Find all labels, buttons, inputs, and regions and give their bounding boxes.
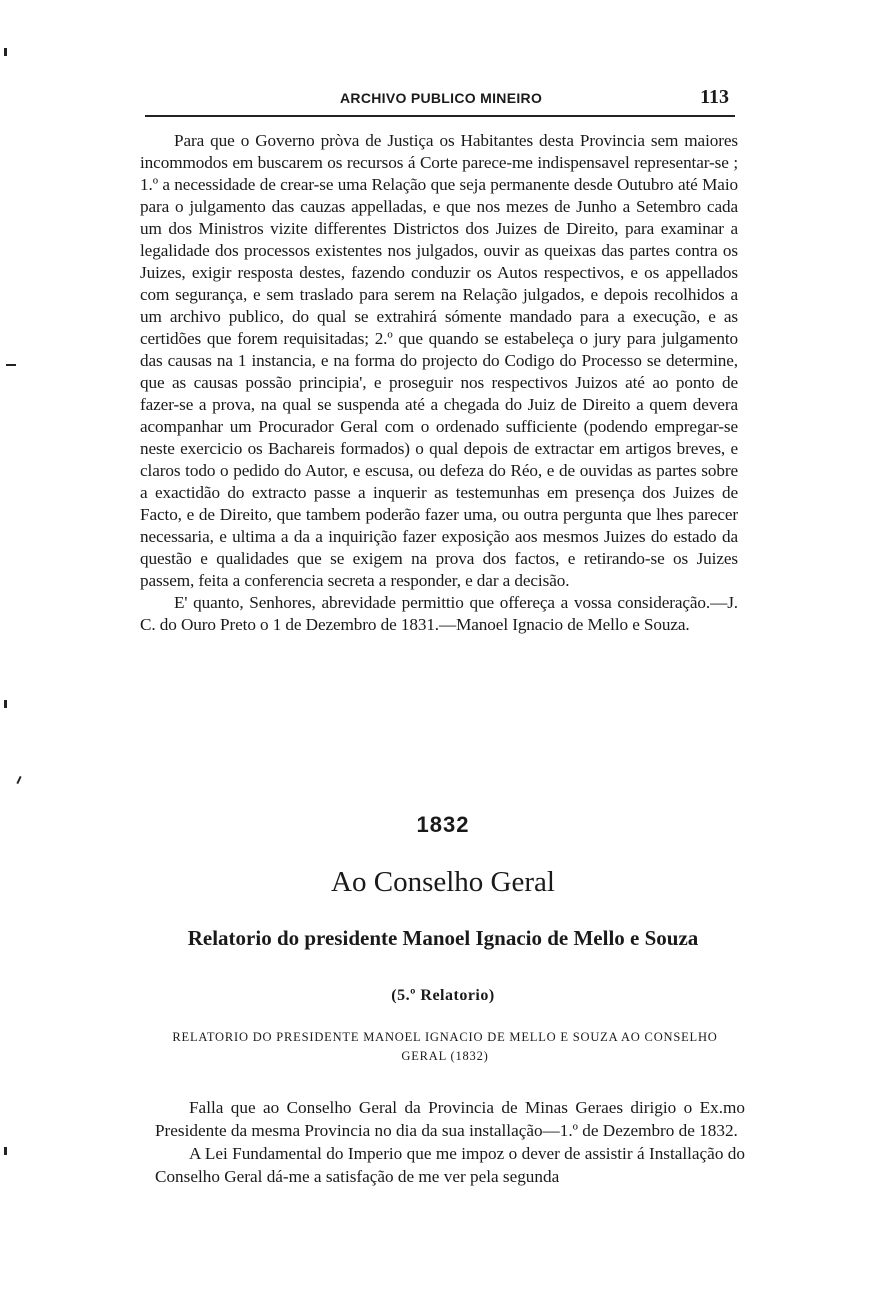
report-number: (5.º Relatorio) xyxy=(391,987,495,1004)
paragraph: Falla que ao Conselho Geral da Provincia de Minas Geraes dirigio o Ex.mo Presidente da mesma Provincia no dia da sua installação—1.º de Dezembro de 1832. xyxy=(155,1098,745,1140)
page-header xyxy=(145,88,735,112)
section-year: 1832 xyxy=(416,812,470,837)
body-text xyxy=(140,130,738,636)
paragraph: E' quanto, Senhores, abrevidade permittio que offereça a vossa consideração.—J. C. do Ouro Preto o 1 de Dezembro de 1831.—Manoel Ignacio de Mello e Souza. xyxy=(140,593,738,634)
paragraph: Para que o Governo pròva de Justiça os Habitantes desta Provincia sem maiores incommodos em buscarem os recursos á Corte parece-me indispensavel representar-se ; 1.º a necessidade de crear-se uma Relação que seja permanente desde Outubro até Maio para o julgamento das cauzas appelladas, e que nos mezes de Junho a Setembro cada um dos Ministros vizite differentes Districtos dos Juizes de Direito, para examinar a legalidade dos processos existentes nos julgados, ouvir as queixas das partes contra os Juizes, exigir resposta destes, fazendo conduzir os Autos respectivos, e os appellados com segurança, e sem traslado para serem na Relação julgados, e depois recolhidos a um archivo publico, do qual se extrahirá sómente mandado para a execução, e as certidões que forem requisitadas; 2.º que quando se estabeleça o jury para julgamento das causas na 1 instancia, e na forma do projecto do Codigo do Processo se determine, que as causas possão principia', e proseguir nos respectivos Juizos até ao ponto de fazer-se a prova, na qual se suspenda até a chegada do Juiz de Direito a quem devera acompanhar um Procurador Geral com o ordenado sufficiente (podendo empregar-se neste exercicio os Bachareis formados) o qual depois de extractar em artigos breves, e claros todo o pedido do Autor, e escusa, ou defeza do Réo, e de ouvidas as partes sobre a exactidão do extracto passe a inquerir as testemunhas em presença dos Juizes de Facto, e de Direito, que tambem poderão fazer uma, ou outra pergunta que lhes parecer necessaria, e ultima a da a inquirição fazer exposição aos mesmos Juizes do estado da questão e qualidades que se exigem na prova dos factos, e retirando-se os Juizes passem, feita a conferencia secreta a responder, e dar a decisão. xyxy=(140,131,738,590)
margin-mark xyxy=(4,48,7,56)
margin-mark xyxy=(4,1147,7,1155)
margin-mark xyxy=(6,364,16,366)
body-text-2 xyxy=(155,1096,745,1188)
section-title: Ao Conselho Geral xyxy=(331,866,555,898)
header-rule xyxy=(145,115,735,117)
paragraph: A Lei Fundamental do Imperio que me impoz o dever de assistir á Installação do Conselho Geral dá-me a satisfação de me ver pela segunda xyxy=(155,1144,745,1186)
margin-mark xyxy=(16,776,21,784)
running-title: ARCHIVO PUBLICO MINEIRO xyxy=(340,90,543,106)
section-subtitle: Relatorio do presidente Manoel Ignacio de Mello e Souza xyxy=(187,926,699,950)
page-number: 113 xyxy=(700,86,729,108)
margin-mark xyxy=(4,700,7,708)
report-caption: RELATORIO DO PRESIDENTE MANOEL IGNACIO DE MELLO E SOUZA AO CONSELHO GERAL (1832) xyxy=(172,1030,718,1063)
